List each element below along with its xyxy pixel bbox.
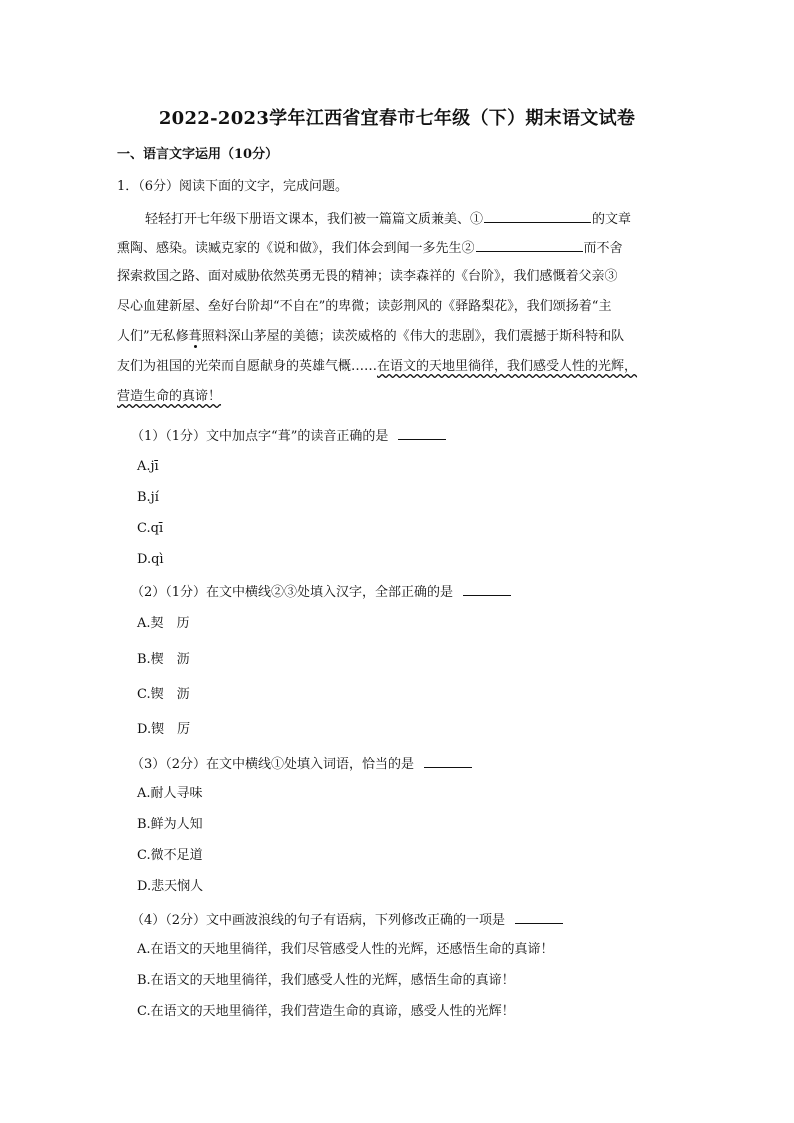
option-c: C.qī bbox=[137, 521, 164, 536]
answer-blank bbox=[515, 910, 563, 924]
option-d: D.锲 厉 bbox=[137, 722, 191, 737]
passage-line-5 bbox=[117, 328, 624, 346]
option-c: C.锲 沥 bbox=[137, 687, 190, 702]
passage-line-7 bbox=[117, 388, 221, 406]
blank-2 bbox=[476, 238, 583, 252]
option-a: A.契 历 bbox=[137, 616, 190, 631]
passage-line-2 bbox=[117, 238, 623, 258]
page-title: 2022-2023学年江西省宜春市七年级（下）期末语文试卷 bbox=[158, 108, 636, 129]
sub-question-1 bbox=[131, 426, 447, 446]
option-b: B.在语文的天地里徜徉，我们感受人性的光辉，感悟生命的真谛！ bbox=[137, 973, 515, 988]
dotted-character: 葺 bbox=[188, 329, 202, 344]
passage-text: 照料深山茅屋的美德；读茨威格的《伟大的悲剧》，我们震撼于斯科特和队 bbox=[201, 329, 625, 344]
option-b: B.jí bbox=[137, 490, 159, 505]
sub-question-4 bbox=[131, 910, 564, 930]
option-b: B.鲜为人知 bbox=[137, 817, 203, 832]
passage-text: 而不舍 bbox=[583, 241, 623, 256]
passage-text: 人们”无私修 bbox=[117, 329, 189, 344]
passage-line-6 bbox=[117, 358, 637, 376]
option-a: A.jī bbox=[137, 459, 159, 474]
section-heading: 一、语言文字运用（10分） bbox=[117, 147, 279, 162]
option-c: C.微不足道 bbox=[137, 848, 203, 863]
question-1-intro: 1．（6分）阅读下面的文字，完成问题。 bbox=[117, 179, 349, 194]
passage-line-3: 探索救国之路、面对威胁依然英勇无畏的精神；读李森祥的《台阶》，我们感慨着父亲③ bbox=[117, 269, 618, 284]
sub-question-stem: （3）（2分）在文中横线①处填入词语，恰当的是 bbox=[131, 757, 415, 772]
sub-question-stem: （1）（1分）文中加点字“葺”的读音正确的是 bbox=[131, 429, 389, 444]
passage-line-4: 尽心血建新屋、垒好台阶却“不自在”的卑微；读彭荆风的《驿路梨花》，我们颂扬着“主 bbox=[117, 299, 612, 314]
wavy-underlined-sentence: 在语文的天地里徜徉，我们感受人性的光辉， bbox=[377, 359, 638, 374]
answer-blank bbox=[424, 754, 472, 768]
option-d: D.qì bbox=[137, 552, 164, 567]
answer-blank bbox=[463, 582, 511, 596]
wavy-underlined-sentence: 营造生命的真谛！ bbox=[117, 389, 222, 404]
sub-question-stem: （2）（1分）在文中横线②③处填入汉字，全部正确的是 bbox=[131, 585, 454, 600]
passage-line-1 bbox=[145, 209, 631, 229]
option-a: A.在语文的天地里徜徉，我们尽管感受人性的光辉，还感悟生命的真谛！ bbox=[137, 942, 554, 957]
option-c: C.在语文的天地里徜徉，我们营造生命的真谛，感受人性的光辉！ bbox=[137, 1004, 515, 1019]
answer-blank bbox=[398, 426, 446, 440]
passage-text: 友们为祖国的光荣而自愿献身的英雄气概…… bbox=[117, 359, 378, 374]
option-a: A.耐人寻味 bbox=[137, 786, 203, 801]
option-d: D.悲天悯人 bbox=[137, 879, 204, 894]
passage-text: 熏陶、感染。读臧克家的《说和做》，我们体会到闻一多先生② bbox=[117, 241, 475, 256]
passage-text: 轻轻打开七年级下册语文课本，我们被一篇篇文质兼美、① bbox=[145, 212, 484, 227]
blank-1 bbox=[484, 209, 591, 223]
sub-question-3 bbox=[131, 754, 473, 774]
option-b: B.楔 沥 bbox=[137, 652, 190, 667]
sub-question-stem: （4）（2分）文中画波浪线的句子有语病，下列修改正确的一项是 bbox=[131, 913, 506, 928]
passage-text: 的文章 bbox=[592, 212, 632, 227]
sub-question-2 bbox=[131, 582, 512, 602]
